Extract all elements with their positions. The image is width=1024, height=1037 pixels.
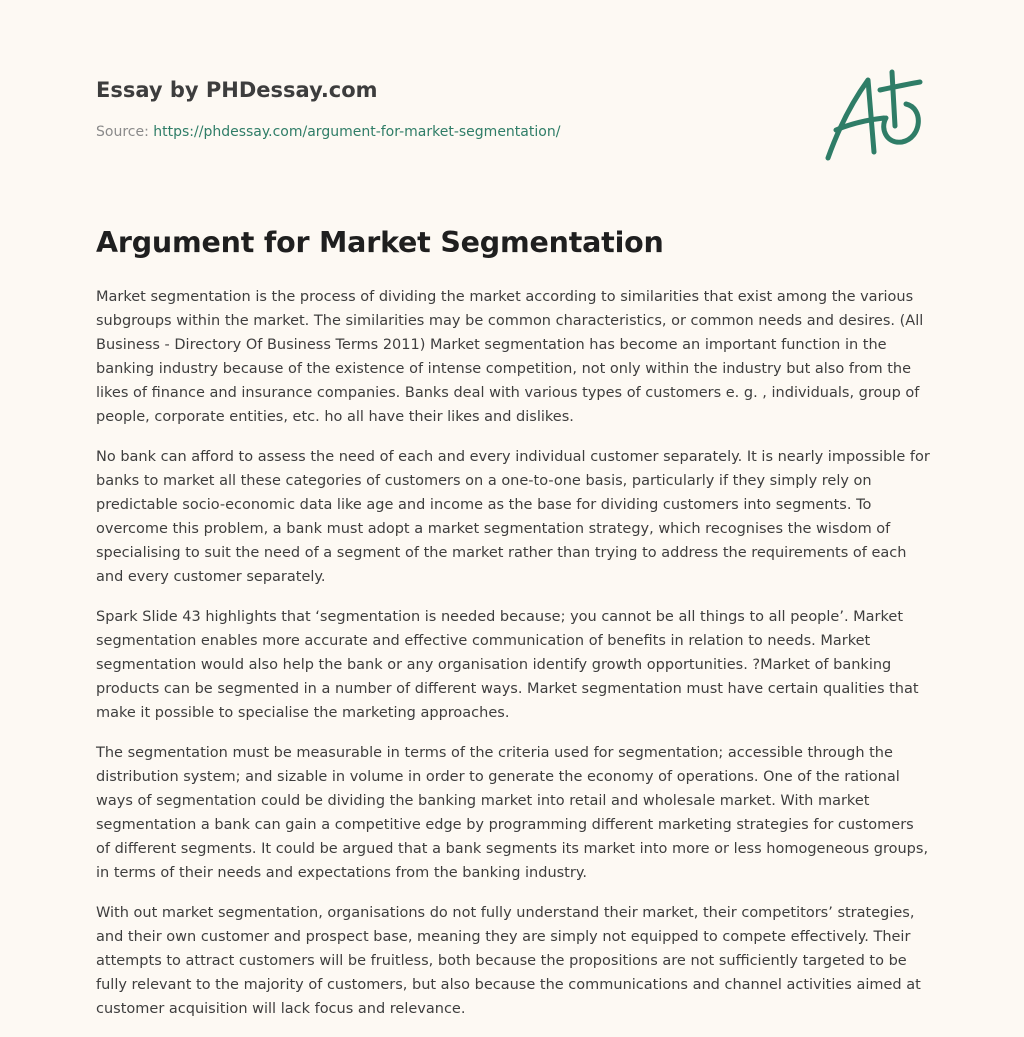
source-link[interactable]: https://phdessay.com/argument-for-market-segmentation/ — [153, 124, 561, 140]
paragraph: Market segmentation is the process of dividing the market according to similarities that exist among the various subgroups within the market. The similarities may be common characteristics, or common needs and desires. (All Business - Directory Of Business Terms 2011) Market segmentation has become an important function in the banking industry because of the existence of intense competition, not only within the industry but also from the likes of finance and insurance companies. Banks deal with various types of customers e. g. , individuals, group of people, corporate entities, etc. ho all have their likes and dislikes. — [96, 289, 924, 425]
site-header — [96, 0, 928, 200]
source-line — [96, 124, 560, 140]
paragraph: The segmentation must be measurable in terms of the criteria used for segmentation; accessible through the distribution system; and sizable in volume in order to generate the economy of operations. One of the rational ways of segmentation could be dividing the banking market into retail and wholesale market. With market segmentation a bank can gain a competitive edge by programming different marketing strategies for customers of different segments. It could be argued that a bank segments its market into more or less homogeneous groups, in terms of their needs and expectations from the banking industry. — [96, 745, 929, 881]
paragraph: Spark Slide 43 highlights that ‘segmentation is needed because; you cannot be all things to all people’. Market segmentation enables more accurate and effective communication of benefits in relation to needs. Market segmentation would also help the bank or any organisation identify growth opportunities. ?Market of banking products can be segmented in a number of different ways. Market segmentation must have certain qualities that make it possible to specialise the marketing approaches. — [96, 609, 919, 721]
essay-body — [96, 285, 932, 1037]
paragraph: With out market segmentation, organisations do not fully understand their market, their competitors’ strategies, and their own customer and prospect base, meaning they are simply not equipped to compete effectively. Their attempts to attract customers will be fruitless, both because the propositions are not sufficiently targeted to be fully relevant to the majority of customers, but also because the communications and channel activities aimed at customer acquisition will lack focus and relevance. — [96, 905, 921, 1017]
a-plus-logo-icon — [822, 66, 928, 166]
paragraph: No bank can afford to assess the need of each and every individual customer separately. It is nearly impossible for banks to market all these categories of customers on a one-to-one basis, particularly if they simply rely on predictable socio-economic data like age and income as the base for dividing customers into segments. To overcome this problem, a bank must adopt a market segmentation strategy, which recognises the wisdom of specialising to suit the need of a segment of the market rather than trying to address the requirements of each and every customer separately. — [96, 449, 930, 585]
brand-title: Essay by PHDessay.com — [96, 78, 378, 102]
source-label: Source: — [96, 124, 149, 140]
page-title: Argument for Market Segmentation — [96, 226, 664, 259]
